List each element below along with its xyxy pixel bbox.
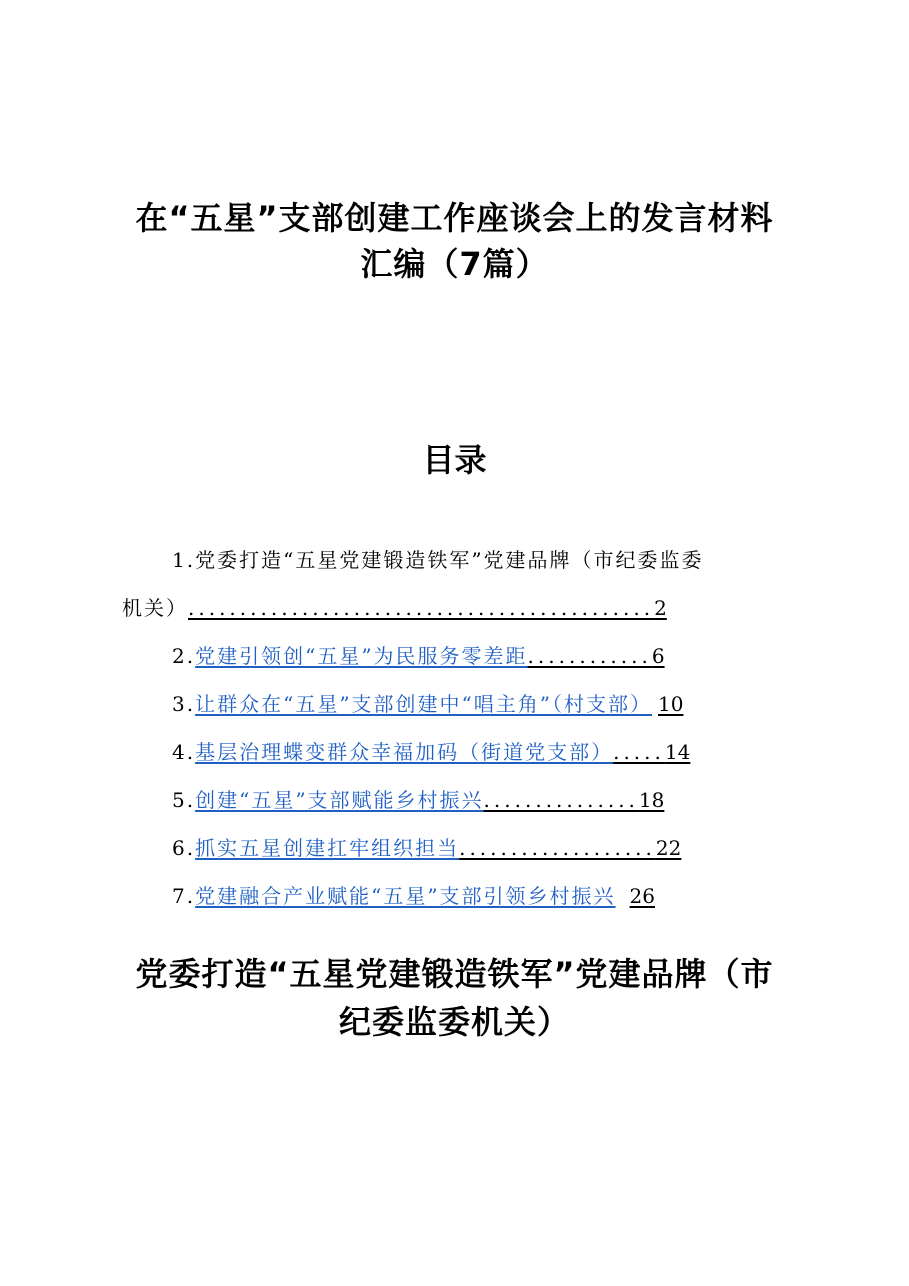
toc-dot-leader: ...................	[459, 836, 656, 860]
toc-page-number: 22	[655, 836, 682, 860]
toc-item-link[interactable]: 党建融合产业赋能“五星”支部引领乡村振兴	[195, 884, 616, 908]
toc-item-title-continued: 机关）	[122, 596, 188, 620]
toc-item-number: 2.	[172, 644, 196, 668]
section-title-line2: 纪委监委机关）	[338, 1003, 570, 1041]
toc-item-number: 3.	[172, 692, 196, 716]
toc-page-number: 18	[638, 788, 665, 812]
toc-item-4[interactable]	[172, 736, 690, 768]
toc-item-link[interactable]: 抓实五星创建扛牢组织担当	[195, 836, 460, 860]
toc-item-1-line2[interactable]	[122, 592, 667, 624]
toc-dot-leader: .....	[613, 740, 665, 764]
toc-item-1-line1[interactable]	[172, 544, 704, 576]
toc-item-number: 5.	[172, 788, 196, 812]
toc-item-title: 党委打造“五星党建锻造铁军”党建品牌（市纪委监委	[195, 548, 704, 572]
toc-page-number: 2	[654, 596, 667, 620]
toc-item-link[interactable]: 党建引领创“五星”为民服务零差距	[195, 644, 528, 668]
toc-page-number: 14	[664, 740, 691, 764]
toc-dot-leader: .............................................	[188, 596, 655, 620]
toc-item-link[interactable]: 让群众在“五星”支部创建中“唱主角”（村支部）	[195, 692, 652, 716]
document-title-line2: 汇编（7篇）	[360, 245, 549, 283]
toc-heading: 目录	[422, 441, 487, 479]
toc-item-number: 7.	[172, 884, 196, 908]
toc-item-2[interactable]	[172, 640, 665, 672]
toc-item-link[interactable]: 创建“五星”支部赋能乡村振兴	[195, 788, 484, 812]
toc-page-number: 10	[658, 692, 684, 716]
toc-item-number: 6.	[172, 836, 196, 860]
toc-item-number: 1.	[172, 548, 196, 572]
toc-item-number: 4.	[172, 740, 196, 764]
document-title-line1: 在“五星”支部创建工作座谈会上的发言材料	[135, 199, 774, 237]
toc-item-3[interactable]	[172, 688, 683, 720]
toc-page-number: 6	[651, 644, 665, 668]
toc-item-5[interactable]	[172, 784, 664, 816]
toc-page-number: 26	[629, 884, 655, 908]
toc-item-7[interactable]	[172, 880, 655, 912]
toc-dot-leader: ...............	[483, 788, 639, 812]
toc-dot-leader: ............	[527, 644, 652, 668]
section-title-line1: 党委打造“五星党建锻造铁军”党建品牌（市	[135, 955, 774, 993]
toc-item-link[interactable]: 基层治理蝶变群众幸福加码（街道党支部）	[195, 740, 614, 764]
toc-item-6[interactable]	[172, 832, 681, 864]
